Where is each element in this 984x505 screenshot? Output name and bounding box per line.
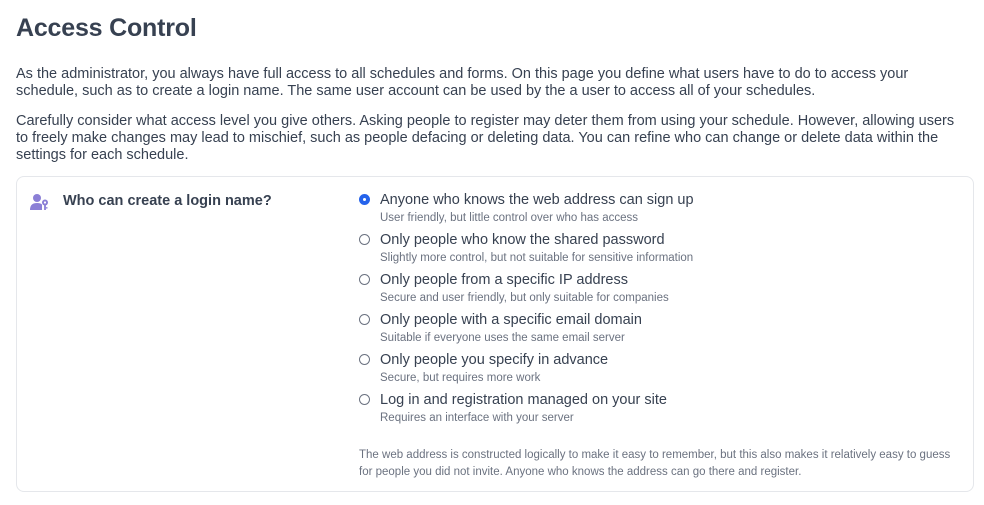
radio-button[interactable]	[359, 234, 370, 245]
option-label[interactable]: Only people from a specific IP address	[380, 272, 628, 288]
login-options-radio-group	[359, 192, 959, 432]
option-label[interactable]: Anyone who knows the web address can sign up	[380, 192, 694, 208]
login-settings-card	[16, 176, 974, 492]
radio-button[interactable]	[359, 354, 370, 365]
page-title: Access Control	[16, 14, 197, 42]
login-option-email-domain[interactable]	[359, 312, 959, 352]
intro-paragraph-2: Carefully consider what access level you give others. Asking people to register may deter them from using your schedule. However, allowing users to freely make changes may lead to mischief, such as people defacing or deleting data. You can refine who can change or delete data within the settings for each schedule.	[16, 113, 955, 163]
login-option-shared-password[interactable]	[359, 232, 959, 272]
option-description: Secure and user friendly, but only suitable for companies	[380, 292, 669, 304]
login-option-ip-address[interactable]	[359, 272, 959, 312]
login-option-specified-in-advance[interactable]	[359, 352, 959, 392]
radio-button[interactable]	[359, 314, 370, 325]
option-label[interactable]: Only people who know the shared password	[380, 232, 665, 248]
intro-paragraph-1: As the administrator, you always have full access to all schedules and forms. On this page you define what users have to do to access your schedule, such as to create a login name. The same user account can be used by the a user to access all of your schedules.	[16, 66, 909, 99]
radio-button[interactable]	[359, 274, 370, 285]
option-description: Requires an interface with your server	[380, 412, 574, 424]
user-key-icon	[30, 193, 50, 211]
option-label[interactable]: Only people you specify in advance	[380, 352, 609, 368]
option-description: Secure, but requires more work	[380, 372, 541, 384]
radio-button[interactable]	[359, 194, 370, 205]
login-footnote: The web address is constructed logically to make it easy to remember, but this also makes it relatively easy to guess for people you did not invite. Anyone who knows the address can go there and register.	[359, 449, 951, 478]
login-option-managed-on-site[interactable]	[359, 392, 959, 432]
option-label[interactable]: Only people with a specific email domain	[380, 312, 642, 328]
option-description: Slightly more control, but not suitable for sensitive information	[380, 252, 694, 264]
login-question-heading: Who can create a login name?	[63, 193, 272, 209]
radio-button[interactable]	[359, 394, 370, 405]
login-option-anyone[interactable]	[359, 192, 959, 232]
option-description: Suitable if everyone uses the same email server	[380, 332, 625, 344]
option-description: User friendly, but little control over who has access	[380, 212, 639, 224]
option-label[interactable]: Log in and registration managed on your site	[380, 392, 667, 408]
